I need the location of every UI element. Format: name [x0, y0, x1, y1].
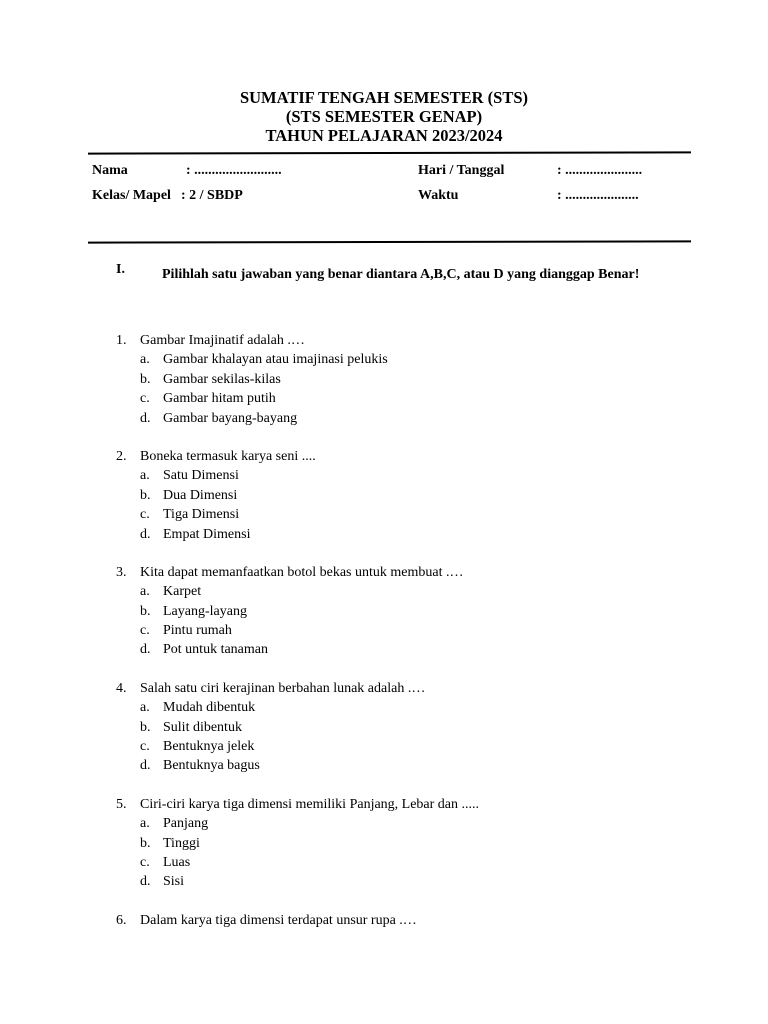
day-value: : ...................... [557, 163, 643, 178]
option-letter: a. [140, 468, 150, 484]
option-letter: a. [140, 700, 150, 716]
option-letter: a. [140, 816, 150, 832]
title-line-3: TAHUN PELAJARAN 2023/2024 [265, 126, 503, 145]
option-letter: b. [140, 719, 151, 735]
section-number: I. [116, 262, 125, 277]
class-label: Kelas/ Mapel [92, 188, 171, 203]
question-item [116, 795, 676, 892]
question-number: 4. [116, 680, 127, 696]
question-item [116, 563, 676, 660]
question-number: 6. [116, 912, 127, 928]
option-text: Bentuknya jelek [163, 739, 255, 755]
option-text: Mudah dibentuk [163, 700, 256, 716]
question-text: Salah satu ciri kerajinan berbahan lunak adalah .… [140, 680, 426, 696]
question-text: Boneka termasuk karya seni .... [140, 448, 316, 464]
title-line-1: SUMATIF TENGAH SEMESTER (STS) [239, 88, 529, 107]
option-letter: b. [140, 487, 151, 503]
option-text: Tiga Dimensi [163, 507, 240, 523]
option-text: Gambar hitam putih [163, 391, 276, 407]
option-text: Pintu rumah [163, 623, 232, 639]
question-item [116, 447, 676, 544]
question-text: Kita dapat memanfaatkan botol bekas untuk membuat .… [140, 564, 464, 580]
option-text: Gambar sekilas-kilas [163, 371, 281, 387]
option-text: Tinggi [163, 835, 200, 851]
option-letter: c. [140, 739, 150, 755]
question-text: Ciri-ciri karya tiga dimensi memiliki Panjang, Lebar dan ..... [140, 796, 480, 812]
option-text: Gambar bayang-bayang [163, 410, 298, 426]
question-number: 2. [116, 448, 127, 464]
option-text: Bentuknya bagus [163, 758, 260, 774]
time-value: : ..................... [557, 188, 639, 203]
option-letter: a. [140, 584, 150, 600]
option-text: Sulit dibentuk [163, 719, 242, 735]
option-text: Panjang [163, 816, 209, 832]
section-instruction: Pilihlah satu jawaban yang benar diantara A,B,C, atau D yang dianggap Benar! [162, 267, 640, 282]
question-list [116, 331, 676, 949]
option-letter: c. [140, 854, 150, 870]
option-text: Empat Dimensi [163, 526, 251, 542]
option-text: Dua Dimensi [163, 487, 238, 503]
question-number: 5. [116, 796, 127, 812]
option-text: Pot untuk tanaman [163, 642, 268, 658]
document-title [0, 88, 768, 145]
top-divider [88, 151, 691, 154]
class-value: : 2 / SBDP [181, 188, 243, 203]
title-line-2: (STS SEMESTER GENAP) [285, 107, 483, 126]
question-item [116, 331, 676, 428]
day-label: Hari / Tanggal [418, 163, 505, 178]
question-item [116, 679, 676, 776]
option-letter: a. [140, 352, 150, 368]
question-text: Dalam karya tiga dimensi terdapat unsur rupa .… [140, 912, 417, 928]
question-number: 3. [116, 564, 127, 580]
option-letter: d. [140, 642, 151, 658]
option-letter: d. [140, 874, 151, 890]
bottom-divider [88, 240, 691, 243]
option-letter: d. [140, 526, 151, 542]
option-letter: c. [140, 507, 150, 523]
time-label: Waktu [418, 188, 459, 203]
name-value: : ......................... [186, 163, 282, 178]
question-item [116, 911, 676, 930]
option-letter: b. [140, 603, 151, 619]
question-number: 1. [116, 333, 127, 348]
option-letter: b. [140, 835, 151, 851]
option-letter: c. [140, 391, 150, 407]
option-text: Sisi [163, 874, 185, 890]
option-letter: d. [140, 410, 151, 426]
question-text: Gambar Imajinatif adalah .… [140, 333, 305, 348]
option-letter: d. [140, 758, 151, 774]
option-text: Satu Dimensi [163, 468, 239, 484]
option-text: Gambar khalayan atau imajinasi pelukis [163, 352, 388, 368]
option-text: Luas [163, 854, 191, 870]
option-text: Karpet [163, 584, 202, 600]
option-letter: b. [140, 371, 151, 387]
name-label: Nama [92, 163, 128, 178]
option-letter: c. [140, 623, 150, 639]
option-text: Layang-layang [163, 603, 247, 619]
